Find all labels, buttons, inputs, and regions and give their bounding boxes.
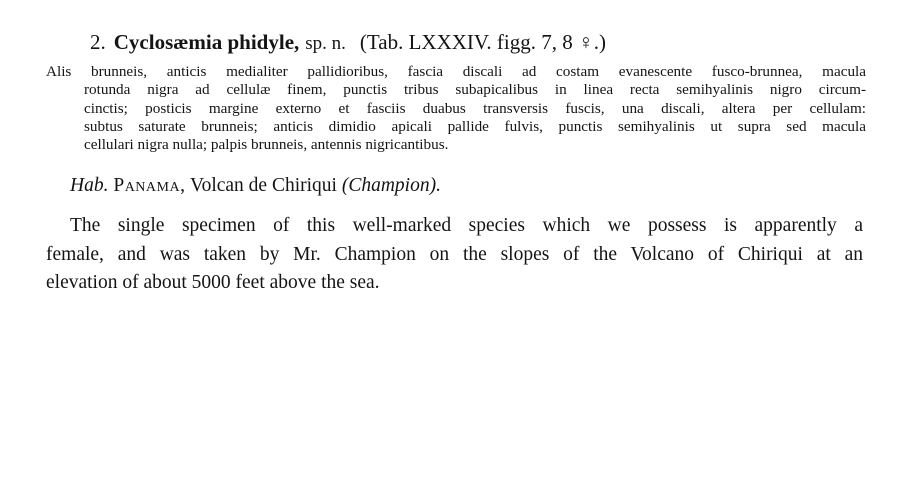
species-name: Cyclosæmia phidyle, xyxy=(113,30,300,54)
habitat-line xyxy=(70,175,441,197)
latin-line: subtus saturate brunneis; anticis dimidio apicali pallide fulvis, punctis semihyalinis ut supra sed macula xyxy=(84,117,866,135)
body-paragraph xyxy=(46,212,863,298)
latin-line: cellulari nigra nulla; palpis brunneis, antennis nigricantibus. xyxy=(84,136,449,154)
habitat-locality: Volcan de Chiriqui xyxy=(190,175,337,196)
habitat-collector: (Champion). xyxy=(341,175,441,196)
species-number: 2. xyxy=(90,30,106,54)
latin-line: rotunda nigra ad cellulæ finem, punctis tribus subapicalibus in linea recta semihyalinis nigro circum- xyxy=(84,81,866,99)
habitat-label: Hab. xyxy=(70,175,109,196)
paragraph-line: elevation of about 5000 feet above the sea. xyxy=(46,272,380,293)
latin-line: cinctis; posticis margine externo et fasciis duabus transversis fuscis, una discali, altera per cellulam: xyxy=(84,99,866,117)
new-species-mark: sp. n. xyxy=(305,33,346,54)
plate-reference: (Tab. LXXXIV. figg. 7, 8 ♀.) xyxy=(359,30,606,54)
habitat-country: Panama, xyxy=(113,175,186,196)
paragraph-line: female, and was taken by Mr. Champion on the slopes of the Volcano of Chiriqui at an xyxy=(46,243,863,265)
latin-line: Alis brunneis, anticis medialiter pallidioribus, fascia discali ad costam evanescente fusco-brunnea, macula xyxy=(46,63,866,80)
paragraph-line: The single specimen of this well-marked species which we possess is apparently a xyxy=(70,215,863,236)
latin-description xyxy=(46,63,866,154)
species-heading xyxy=(90,30,606,56)
